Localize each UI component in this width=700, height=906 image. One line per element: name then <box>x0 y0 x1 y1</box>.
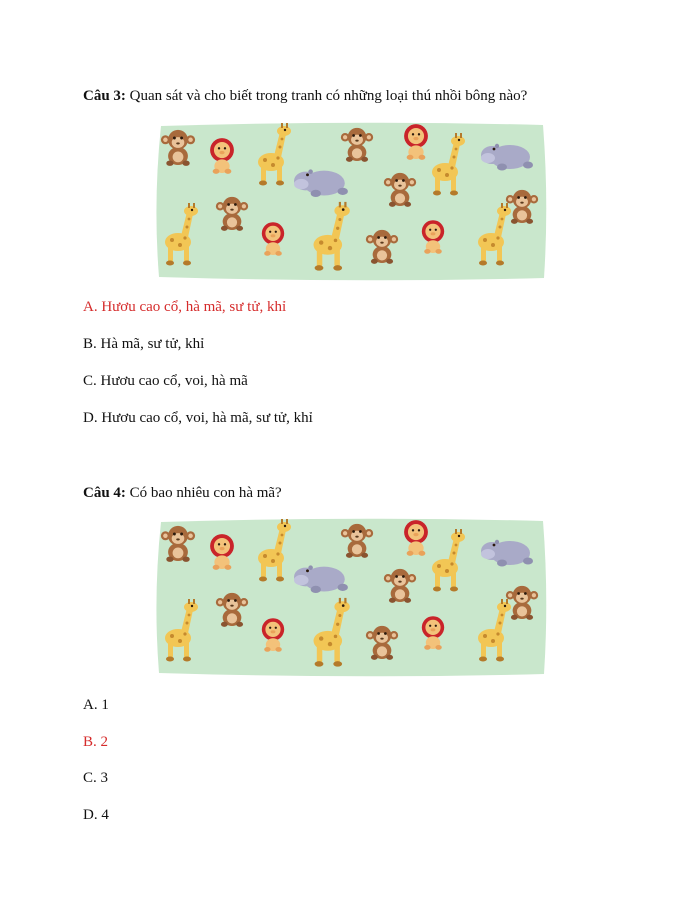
question-4 <box>83 483 282 503</box>
q3-option-b[interactable]: B. Hà mã, sư tử, khỉ <box>83 336 205 352</box>
question-3 <box>83 86 527 106</box>
question-3-label: Câu 3: <box>83 88 126 104</box>
q3-option-c[interactable]: C. Hươu cao cổ, voi, hà mã <box>83 373 248 389</box>
q3-option-d[interactable]: D. Hươu cao cổ, voi, hà mã, sư tử, khỉ <box>83 410 313 426</box>
q4-option-d[interactable]: D. 4 <box>83 807 109 823</box>
stuffed-animals-image-q4 <box>155 518 547 677</box>
q4-option-a[interactable]: A. 1 <box>83 697 109 713</box>
question-4-label: Câu 4: <box>83 485 126 501</box>
q4-option-b[interactable]: B. 2 <box>83 734 109 750</box>
stuffed-animals-image-q3 <box>155 122 547 281</box>
question-3-text: Quan sát và cho biết trong tranh có những loại thú nhồi bông nào? <box>125 88 528 104</box>
q3-option-a[interactable]: A. Hươu cao cổ, hà mã, sư tử, khỉ <box>83 299 287 315</box>
q4-option-c[interactable]: C. 3 <box>83 770 109 786</box>
question-4-text: Có bao nhiêu con hà mã? <box>125 485 282 501</box>
